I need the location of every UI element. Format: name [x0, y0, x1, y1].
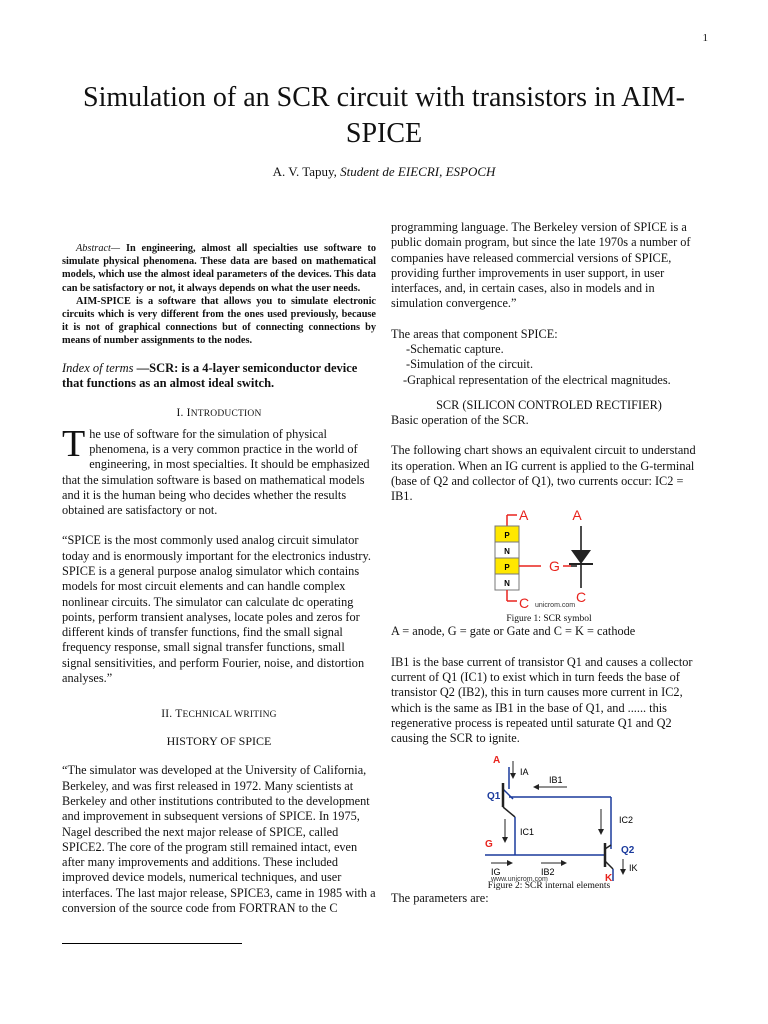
fig1-label-a-left: A — [519, 507, 529, 524]
intro-paragraph-1 — [62, 422, 376, 519]
fig2-ig-arrowhead — [507, 860, 513, 866]
fig1-label-c-left: C — [519, 595, 530, 612]
terminal-legend: A = anode, G = gate or Gate and C = K = cathode — [391, 624, 636, 639]
fig2-label-ik: IK — [629, 862, 638, 873]
fig2-label-ic2: IC2 — [619, 814, 634, 825]
fig1-layer-label-4: N — [504, 579, 510, 589]
fig2-ik-arrowhead — [620, 869, 626, 875]
abstract-paragraph-2: AIM-SPICE is a software that allows you to simulate electronic circuits which is very different from the ones used previously, because it is not of graphical connections but of connecting connections by means of number assignments to the nodes. — [62, 295, 376, 347]
fig2-label-ig: IG — [491, 866, 501, 877]
fig2-label-ib2: IB2 — [541, 866, 555, 877]
fig1-thyristor-triangle — [571, 550, 591, 564]
author-name: A. V. Tapuy, — [272, 164, 337, 179]
fig2-label-q2: Q2 — [621, 844, 635, 856]
paper-title: Simulation of an SCR circuit with transistors in AIM-SPICE — [83, 82, 685, 149]
section-1-number: I. — [176, 406, 187, 419]
figure-2-scr-internal — [391, 751, 707, 881]
footnote-rule — [62, 943, 242, 944]
section-2-number: II. — [161, 708, 176, 721]
section-heading-introduction — [62, 407, 376, 419]
fig1-label-c-right: C — [575, 589, 587, 606]
right-paragraph-1: programming language. The Berkeley version of SPICE is a public domain program, but since the late 1970s a number of companies have released commercial versions of SPICE, providing further improvements in user support, in user interfaces, and, in certain cases, also in models and in simulation convergence.” — [391, 220, 691, 311]
section-1-rest: NTRODUCTION — [190, 408, 262, 419]
page-number: 1 — [702, 32, 708, 44]
section-1-cap: I — [186, 406, 191, 419]
fig2-ib1-arrowhead — [533, 784, 539, 790]
fig1-label-g: G — [549, 558, 560, 575]
fig2-q1-collector — [503, 807, 515, 817]
areas-intro: The areas that component SPICE: — [391, 326, 558, 341]
index-terms-lead: Index of terms — [62, 360, 134, 375]
scr-heading: SCR (SILICON CONTROLED RECTIFIER) — [436, 397, 662, 412]
history-paragraph: “The simulator was developed at the University of California, Berkeley, and was first released in 1972. Many scientists at Berkeley and other institutions contributed to the development and improvement in subsequent versions of SPICE. In 1975, Nagel described the next major release of SPICE, called SPICE2. The core of the program still remained intact, even after many improvements and additions. These included improved device models, numerical techniques, and user interfaces. The last major release, SPICE3, came in 1985 with a conversion of the source code from FORTRAN to the C — [62, 763, 376, 916]
figure-2-caption: Figure 2: SCR internal elements — [487, 880, 611, 891]
fig2-label-g: G — [485, 838, 493, 850]
areas-item-3: -Graphical representation of the electrical magnitudes. — [403, 372, 671, 387]
intro-paragraph-1-text: he use of software for the simulation of physical phenomena, is a very common practice in the world of engineering, in most specialties. It should be emphasized that the simulation software is based on mathematical models and it is the human being who decides whether the results obtained are satisfactory or not. — [62, 426, 370, 518]
left-column — [62, 242, 376, 916]
history-heading: HISTORY OF SPICE — [166, 734, 272, 749]
fig1-layer-label-1: P — [504, 531, 510, 541]
fig2-ia-arrowhead — [510, 773, 516, 779]
fig1-layer-label-2: N — [504, 547, 510, 557]
fig2-label-ia: IA — [520, 766, 529, 777]
fig2-watermark: www.unicrom.com — [491, 875, 548, 881]
basic-operation: Basic operation of the SCR. — [391, 412, 529, 427]
drop-cap: T — [62, 422, 86, 465]
areas-item-1: -Schematic capture. — [406, 342, 504, 357]
fig2-label-ic1: IC1 — [520, 826, 535, 837]
fig2-ic2-arrowhead — [598, 829, 604, 835]
parameters-line: The parameters are: — [391, 890, 489, 905]
fig1-watermark: unicrom.com — [535, 602, 576, 610]
abstract — [62, 242, 376, 348]
authors — [60, 164, 708, 180]
figure-1-scr-symbol — [391, 504, 707, 614]
fig2-label-q1: Q1 — [487, 790, 501, 802]
fig2-ib2-arrowhead — [561, 860, 567, 866]
chart-paragraph: The following chart shows an equivalent circuit to understand its operation. When an IG current is applied to the G-terminal (base of Q2 and collector of Q1), two currents occur: IC2 = IB1. — [391, 443, 696, 504]
fig1-layer-label-3: P — [504, 563, 510, 573]
right-column — [391, 220, 707, 906]
fig2-label-k: K — [605, 872, 613, 881]
abstract-lead: Abstract— — [76, 243, 121, 254]
section-2-cap: T — [175, 708, 183, 721]
abstract-paragraph-1 — [62, 242, 376, 295]
ib1-paragraph: IB1 is the base current of transistor Q1 and causes a collector current of Q1 (IC1) to exist which in turn feeds the base of transistor Q2 (IB2), this in turn causes more current in IC2, which is the same as IB1 in the base of Q1, and ...... this regenerative process is repeated until saturate Q1 and Q2 causing the SCR to ignite. — [391, 654, 693, 746]
fig2-label-ib1: IB1 — [549, 774, 563, 785]
areas-list — [391, 342, 707, 388]
fig2-ic1-arrowhead — [502, 837, 508, 843]
index-terms-text: —SCR: is a 4-layer semiconductor device that functions as an almost ideal switch. — [62, 360, 358, 390]
fig2-label-a: A — [493, 754, 501, 766]
figure-1-caption: Figure 1: SCR symbol — [506, 614, 592, 625]
section-2-rest: ECHNICAL WRITING — [182, 710, 277, 721]
index-terms — [62, 361, 376, 391]
author-affiliation: Student de EIECRI, ESPOCH — [340, 164, 496, 179]
fig1-label-a-right: A — [572, 507, 582, 524]
intro-paragraph-2: “SPICE is the most commonly used analog circuit simulator today and is enormously important for the electronics industry. SPICE is a general purpose analog simulator which contains models for most circuit elements and can handle complex nonlinear circuits. The simulator can calculate dc operating points, perform transient analyses, locate poles and zeros for different kinds of transfer functions, find the small signal frequency response, small signal transfer functions, small signal sensitivities, and perform Fourier, noise, and distortion analyses.” — [62, 533, 371, 686]
section-heading-technical-writing — [62, 708, 376, 720]
areas-item-2: -Simulation of the circuit. — [406, 357, 534, 372]
abstract-text-1: In engineering, almost all specialties use software to simulate physical phenomena. These data are based on mathematical models, which use the almost ideal parameters of the devices. This data can be satisfactory or not, it always depends on what the user needs. — [62, 243, 376, 294]
